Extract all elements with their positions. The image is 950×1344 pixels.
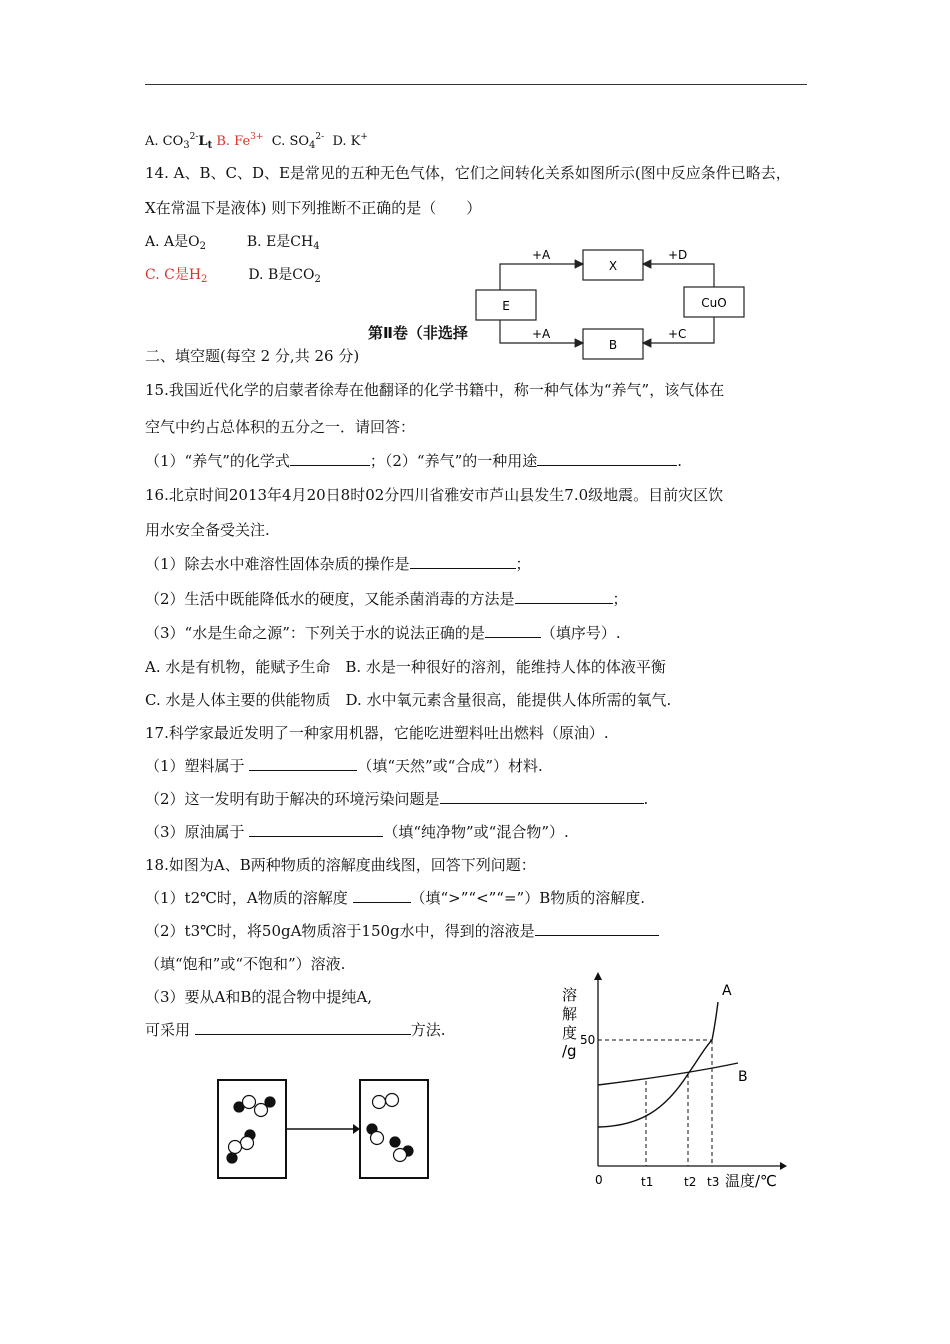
label-top-right: +D (668, 248, 688, 262)
q14-reaction-diagram (470, 240, 760, 365)
y-label-2: 解 (562, 1005, 578, 1023)
curve-a-label: A (722, 983, 732, 999)
header-rule (145, 84, 807, 85)
box-b-label: B (608, 338, 618, 352)
q13-option-a: A. $CO_3^{2-}$ (145, 132, 199, 151)
q14-option-b: B. E是$CH_4$ (246, 234, 320, 252)
q18-blank-2[interactable] (535, 922, 659, 936)
box-cuo-label: CuO (701, 296, 727, 310)
molecule-model-figure (210, 1075, 430, 1185)
solubility-chart (555, 970, 795, 1200)
label-bottom-right: +C (668, 327, 687, 341)
q16-blank-3[interactable] (485, 624, 541, 638)
q16-blank-2[interactable] (515, 590, 613, 604)
q16-line-7: C. 水是人体主要的供能物质 D. 水中氧元素含量很高，能提供人体所需的氧气. (145, 691, 672, 709)
q18-line-1: 18.如图为A、B两种物质的溶解度曲线图，回答下列问题： (145, 856, 536, 874)
q14-options-ab (145, 233, 320, 256)
y-label-1: 溶 (562, 986, 578, 1004)
y-label-3: 度 (562, 1024, 578, 1042)
part2-heading: 第Ⅱ卷（非选择 (368, 324, 468, 342)
arrow-cuo-to-x (643, 264, 714, 287)
x-tick-t3: t3 (707, 1175, 720, 1189)
q14-option-a: A. A是$O_2$ (145, 234, 206, 252)
curve-b (598, 1063, 738, 1085)
q17-blank-2[interactable] (440, 790, 644, 804)
q14-option-c: C. C是$H_2$ (145, 267, 208, 285)
q14-stem-2: X在常温下是液体) 则下列推断不正确的是（ ） (145, 199, 482, 217)
q17-blank-1[interactable] (249, 757, 357, 771)
y-tick-50: 50 (580, 1033, 596, 1047)
x-label: 温度/℃ (725, 1172, 777, 1190)
q15-line-2: 空气中约占总体积的五分之一．请回答： (145, 418, 416, 436)
q14-option-d: D. B是$CO_2$ (248, 267, 321, 285)
q13-option-b: B. $Fe^{3+}$ (216, 132, 264, 149)
q14-options-cd (145, 266, 321, 289)
origin-label: 0 (595, 1173, 603, 1187)
y-label-4: /g (562, 1042, 577, 1060)
label-top-left: +A (532, 248, 551, 262)
q18-line-6: 可采用 方法. (145, 1021, 446, 1039)
q16-line-1: 16.北京时间2013年4月20日8时02分四川省雅安市芦山县发生7.0级地震。目前灾区饮 (145, 486, 724, 504)
q18-blank-1[interactable] (353, 889, 411, 903)
q17-line-2: （1）塑料属于 （填“天然”或“合成”）材料. (145, 757, 543, 775)
q15-blank-use[interactable] (537, 452, 677, 466)
section-title: 二、填空题(每空 2 分,共 26 分) (145, 347, 360, 365)
q16-line-3: （1）除去水中难溶性固体杂质的操作是 ； (145, 555, 531, 573)
label-bottom-left: +A (532, 327, 551, 341)
box-e-label: E (502, 299, 510, 313)
before-box (218, 1080, 286, 1178)
q14-stem-1: 14. A、B、C、D、E是常见的五种无色气体，它们之间转化关系如图所示(图中反应条件已略去， (145, 164, 791, 182)
q16-blank-1[interactable] (410, 555, 516, 569)
q16-line-6: A. 水是有机物，能赋予生命 B. 水是一种很好的溶剂，能维持人体的体液平衡 (145, 658, 666, 676)
q13-option-c: C. $SO_4^{2-}$ (271, 132, 325, 151)
q16-line-4: （2）生活中既能降低水的硬度，又能杀菌消毒的方法是 ； (145, 590, 628, 608)
curve-b-label: B (738, 1069, 748, 1085)
q17-line-3: （2）这一发明有助于解决的环境污染问题是 . (145, 790, 649, 808)
q18-line-5: （3）要从A和B的混合物中提纯A, (145, 988, 373, 1006)
q15-blank-formula[interactable] (290, 452, 370, 466)
q13-options: A. $CO_3^{2-}L_t$ B. $Fe^{3+}$ C. $SO_4^{2-}$ D. K+ (145, 132, 368, 151)
q15-line-3: （1）“养气”的化学式 ；（2）“养气”的一种用途 . (145, 452, 683, 470)
x-tick-t1: t1 (641, 1175, 654, 1189)
q18-line-3: （2）t3℃时，将50gA物质溶于150g水中，得到的溶液是 (145, 922, 659, 940)
x-tick-t2: t2 (684, 1175, 697, 1189)
q18-line-2: （1）t2℃时，A物质的溶解度 （填“>”“<”“=”）B物质的溶解度. (145, 889, 646, 907)
q18-line-4: （填“饱和”或“不饱和”）溶液. (145, 955, 346, 973)
q17-line-1: 17.科学家最近发明了一种家用机器，它能吃进塑料吐出燃料（原油）. (145, 724, 609, 742)
q18-blank-3[interactable] (195, 1021, 411, 1035)
q15-line-1: 15.我国近代化学的启蒙者徐寿在他翻译的化学书籍中，称一种气体为“养气”，该气体在 (145, 381, 725, 399)
q17-blank-3[interactable] (249, 823, 383, 837)
q16-line-2: 用水安全备受关注. (145, 521, 270, 539)
curve-a (598, 1002, 718, 1127)
arrow-e-to-x (500, 264, 583, 290)
box-x-label: X (608, 259, 618, 273)
q17-line-4: （3）原油属于 （填“纯净物”或“混合物”）. (145, 823, 569, 841)
q16-line-5: （3）“水是生命之源”：下列关于水的说法正确的是 （填序号）. (145, 624, 621, 642)
q13-option-d: D. K+ (332, 132, 368, 149)
